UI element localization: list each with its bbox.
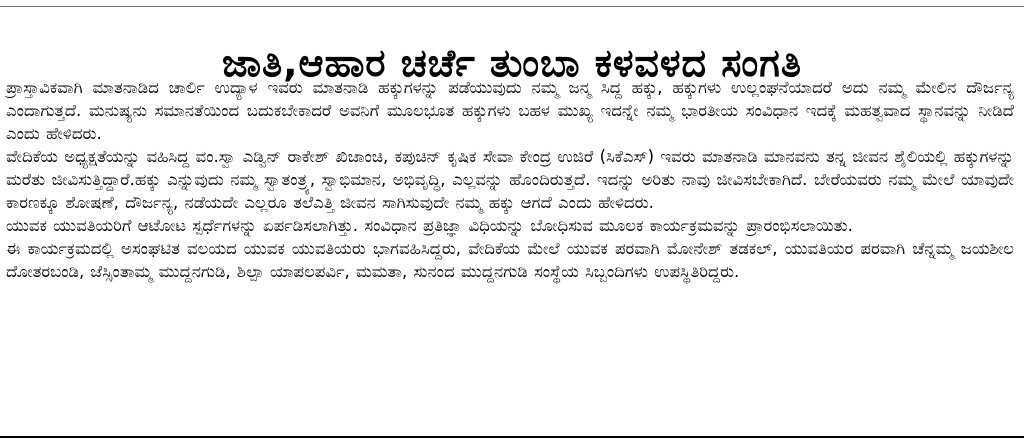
article-paragraph: ಪ್ರಾಸ್ತಾವಿಕವಾಗಿ ಮಾತನಾಡಿದ ಚಾರ್ಲಿ ಉದ್ಯಾಳ ಇವರು ಮಾತನಾಡಿ ಹಕ್ಕುಗಳನ್ನು ಪಡೆಯುವುದು ನಮ್ಮ ಜನ್ಮ ಸಿದ್ದ ಹಕ್ಕು, ಹಕ್ಕುಗಳು ಉಲ್ಲಂಘನೆಯಾದರೆ ಅದು ನಮ್ಮ ಮೇಲಿನ ದೌರ್ಜನ್ಯ ಎಂದಾಗುತ್ತದೆ. ಮನುಷ್ಯನು ಸಮಾನತೆಯಿಂದ ಬದುಕಬೇಕಾದರೆ ಅವನಿಗೆ ಮೂಲಭೂತ ಹಕ್ಕುಗಳು ಬಹಳ ಮುಖ್ಯ ಇದನ್ನೇ ನಮ್ಮ ಭಾರತೀಯ ಸಂವಿಧಾನ ಇದಕ್ಕೆ ಮಹತ್ವವಾದ ಸ್ಥಾನವನ್ನು ನೀಡಿದೆ ಎಂದು ಹೇಳಿದರು. [6, 78, 1014, 143]
article-paragraph: ಯುವಕ ಯುವತಿಯರಿಗೆ ಆಟೋಟ ಸ್ಪರ್ಧೆಗಳನ್ನು ಏರ್ಪಡಿಸಲಾಗಿತ್ತು. ಸಂವಿಧಾನ ಪ್ರತಿಜ್ಞಾ ವಿಧಿಯನ್ನು ಬೋಧಿಸುವ ಮೂಲಕ ಕಾರ್ಯಕ್ರಮವನ್ನು ಪ್ರಾರಂಭಿಸಲಾಯಿತು. [6, 216, 853, 235]
article-body [6, 76, 1014, 283]
headline: ಜಾತಿ,ಆಹಾರ ಚರ್ಚೆ ತುಂಬಾ ಕಳವಳದ ಸಂಗತಿ [222, 41, 802, 86]
bottom-rule [0, 436, 1024, 438]
article-paragraph: ವೇದಿಕೆಯ ಅಧ್ಯಕ್ಷತೆಯನ್ನು ವಹಿಸಿದ್ದ ವಂ.ಸ್ವಾ ಎಡ್ವಿನ್ ರಾಕೇಶ್ ಖಿಜಾಂಚಿ, ಕಪುಚಿನ್ ಕೃಷಿಕ ಸೇವಾ ಕೇಂದ್ರ ಉಜಿರೆ (ಸಿಕೆಎಸ್) ಇವರು ಮಾತನಾಡಿ ಮಾನವನು ತನ್ನ ಜೀವನ ಶೈಲಿಯಲ್ಲಿ ಹಕ್ಕುಗಳನ್ನು ಮರೆತು ಜೀವಿಸುತ್ತಿದ್ದಾರೆ.ಹಕ್ಕು ಎನ್ನುವುದು ನಮ್ಮ ಸ್ವಾತಂತ್ರ್ಯ, ಸ್ವಾಭಿಮಾನ, ಅಭಿವೃದ್ಧಿ, ಎಲ್ಲವನ್ನು ಹೊಂದಿರುತ್ತದೆ. ಇದನ್ನು ಅರಿತು ನಾವು ಜೀವಿಸಬೇಕಾಗಿದೆ. ಬೇರೆಯವರು ನಮ್ಮ ಮೇಲೆ ಯಾವುದೇ ಕಾರಣಕ್ಕೂ ಶೋಷಣೆ, ದೌರ್ಜನ್ಯ, ನಡೆಯದೇ ಎಲ್ಲರೂ ತಲೆಎತ್ತಿ ಜೀವನ ಸಾಗಿಸುವುದೇ ನಮ್ಮ ಹಕ್ಕು ಆಗದೆ ಎಂದು ಹೇಳಿದರು. [6, 147, 1014, 212]
article-paragraph: ಈ ಕಾರ್ಯಕ್ರಮದಲ್ಲಿ ಅಸಂಘಟಿತ ವಲಯದ ಯುವಕ ಯುವತಿಯರು ಭಾಗವಹಿಸಿದ್ದರು, ವೇದಿಕೆಯ ಮೇಲೆ ಯುವಕ ಪರವಾಗಿ ಮೋನೇಶ್ ತಡಕಲ್, ಯುವತಿಯರ ಪರವಾಗಿ ಚೆನ್ನಮ್ಮ ಜಯಶೀಲ ದೋತರಬಂಡಿ, ಜೆಸ್ಸಿಂತಾಮ್ಮ ಮುದ್ದನಗುಡಿ, ಶಿಲ್ಪಾ ಯಾಪಲಪರ್ವಿ, ಮಮತಾ, ಸುನಂದ ಮುದ್ದನಗುಡಿ ಸಂಸ್ಥೆಯ ಸಿಬ್ಬಂದಿಗಳು ಉಪಸ್ಥಿತಿರಿದ್ದರು. [6, 239, 1014, 281]
top-cut-line [0, 0, 1024, 7]
